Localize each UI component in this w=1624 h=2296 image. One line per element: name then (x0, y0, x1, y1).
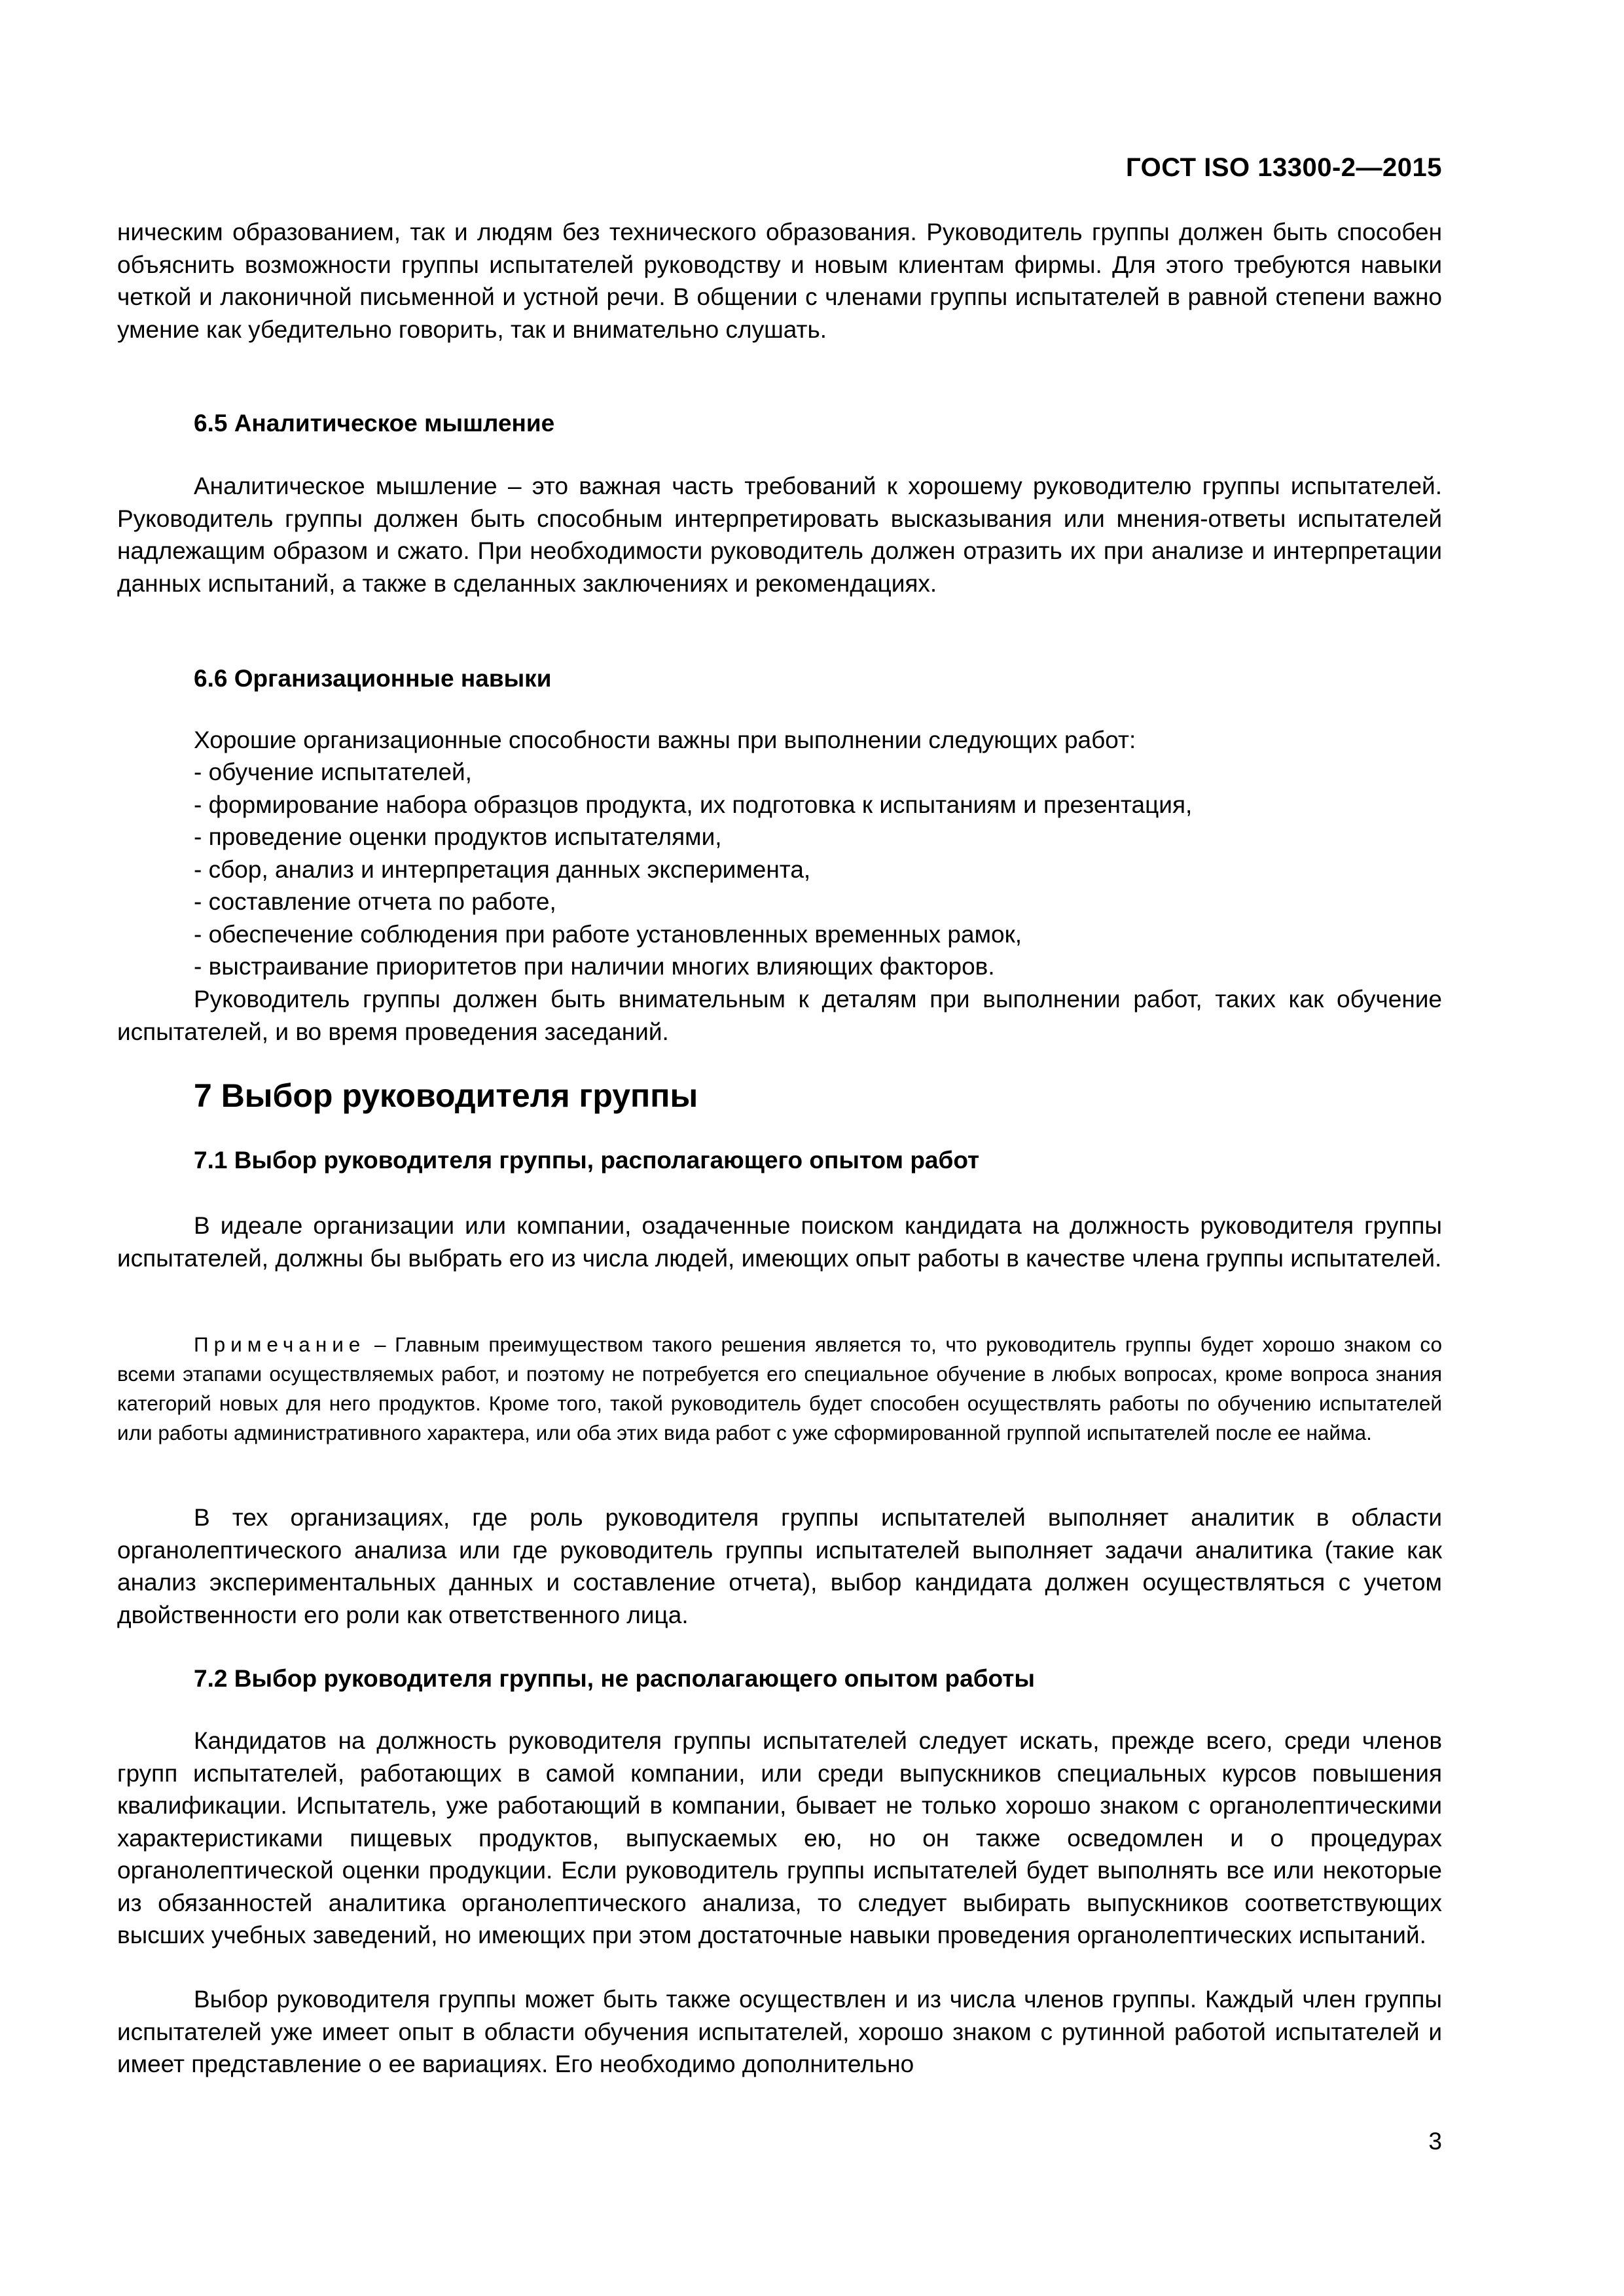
note-text: – Главным преимуществом такого решения является то, что руководитель группы будет хорошо знаком со всеми этапами осуществляемых работ, и поэтому не потребуется его специальное обучение в любых вопросах, кроме вопроса знания категорий новых для него продуктов. Кроме того, такой руководитель будет способен осуществлять работы по обучению испытателей или работы административного характера, или оба этих вида работ с уже сформированной группой испытателей после ее найма. (117, 1333, 1442, 1444)
list-item: - проведение оценки продуктов испытателями, (194, 821, 1437, 853)
list-item: - обеспечение соблюдения при работе установленных временных рамок, (194, 918, 1437, 951)
list-item: - сбор, анализ и интерпретация данных эксперимента, (194, 853, 1437, 886)
section-6-5-paragraph: Аналитическое мышление – это важная часть требований к хорошему руководителю группы испытателей. Руководитель группы должен быть способным интерпретировать высказывания или мнения-ответы испытателей надлежащим образом и сжато. При необходимости руководитель должен отразить их при анализе и интерпретации данных испытаний, а также в сделанных заключениях и рекомендациях. (117, 473, 1442, 597)
section-6-6-lead: Хорошие организационные способности важны при выполнении следующих работ: (194, 726, 1136, 753)
section-6-6-heading: 6.6 Организационные навыки (194, 665, 552, 692)
organizational-skills-list (194, 756, 1437, 983)
list-item: - составление отчета по работе, (194, 886, 1437, 918)
section-6-6-closing: Руководитель группы должен быть внимательным к деталям при выполнении работ, таких как обучение испытателей, и во время проведения заседаний. (117, 986, 1442, 1045)
section-7-1-paragraph-2: В тех организациях, где роль руководителя группы испытателей выполняет аналитик в области органолептического анализа или где руководитель группы испытателей выполняет задачи аналитика (такие как анализ экспериментальных данных и составление отчета), выбор кандидата должен осуществляться с учетом двойственности его роли как ответственного лица. (117, 1504, 1442, 1628)
note-block (117, 1330, 1442, 1448)
section-7-2-heading: 7.2 Выбор руководителя группы, не располагающего опытом работы (194, 1665, 1035, 1692)
intro-paragraph: ническим образованием, так и людям без технического образования. Руководитель группы должен быть способен объяснить возможности группы испытателей руководству и новым клиентам фирмы. Для этого требуются навыки четкой и лаконичной письменной и устной речи. В общении с членами группы испытателей в равной степени важно умение как убедительно говорить, так и внимательно слушать. (117, 219, 1442, 343)
list-item: - формирование набора образцов продукта, их подготовка к испытаниям и презентация, (194, 789, 1437, 821)
section-7-1-heading: 7.1 Выбор руководителя группы, располагающего опытом работ (194, 1147, 980, 1174)
list-item: - выстраивание приоритетов при наличии многих влияющих факторов. (194, 950, 1437, 983)
section-6-5-heading: 6.5 Аналитическое мышление (194, 410, 555, 437)
note-label: Примечание (194, 1333, 366, 1356)
document-header-code: ГОСТ ISO 13300-2—2015 (1126, 153, 1442, 182)
section-7-1-paragraph-1: В идеале организации или компании, озадаченные поиском кандидата на должность руководителя группы испытателей, должны бы выбрать его из числа людей, имеющих опыт работы в качестве члена группы испытателей. (117, 1212, 1442, 1272)
section-7-heading: 7 Выбор руководителя группы (194, 1077, 698, 1114)
section-7-2-paragraph-1: Кандидатов на должность руководителя группы испытателей следует искать, прежде всего, среди членов групп испытателей, работающих в самой компании, или среди выпускников специальных курсов повышения квалификации. Испытатель, уже работающий в компании, бывает не только хорошо знаком с органолептическими характеристиками пищевых продуктов, выпускаемых ею, но он также осведомлен и о процедурах органолептической оценки продукции. Если руководитель группы испытателей будет выполнять все или некоторые из обязанностей аналитика органолептического анализа, то следует выбирать выпускников соответствующих высших учебных заведений, но имеющих при этом достаточные навыки проведения органолептических испытаний. (117, 1727, 1442, 1948)
page-number: 3 (1428, 2128, 1442, 2155)
list-item: - обучение испытателей, (194, 756, 1437, 789)
section-7-2-paragraph-2: Выбор руководителя группы может быть также осуществлен и из числа членов группы. Каждый член группы испытателей уже имеет опыт в области обучения испытателей, хорошо знаком с рутинной работой испытателей и имеет представление о ее вариациях. Его необходимо дополнительно (117, 1986, 1442, 2077)
